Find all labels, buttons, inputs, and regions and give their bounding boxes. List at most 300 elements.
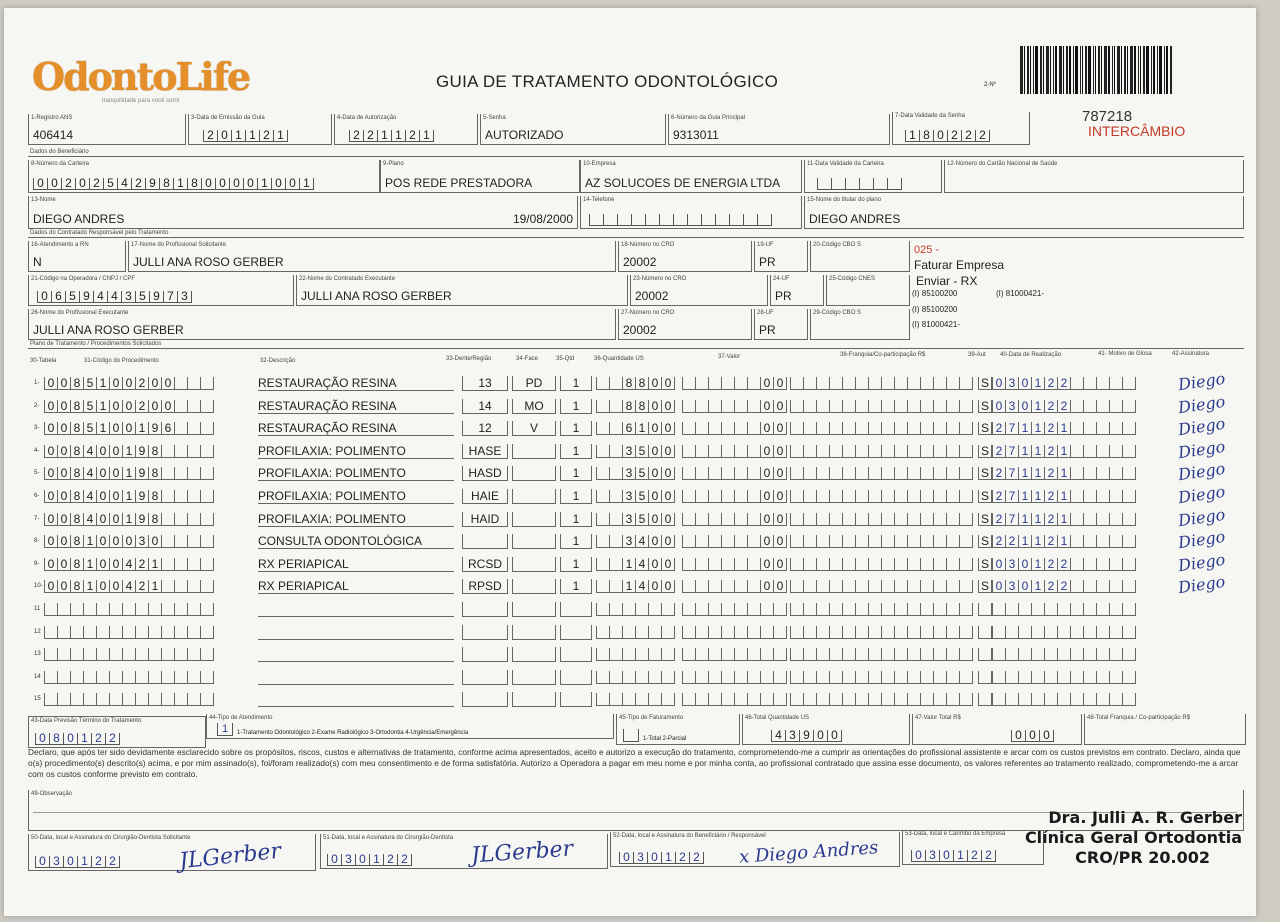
digit-box: 1: [661, 852, 675, 864]
authorized: [978, 670, 992, 684]
requesting-professional-label: 17-Nome do Profissional Solicitante: [131, 242, 227, 248]
card-validity-field: [804, 160, 942, 193]
main-guide-number-label: 6-Número da Guia Principal: [671, 115, 746, 121]
row-number: 1-: [34, 380, 40, 386]
main-guide-number-field: [668, 114, 890, 145]
digit-box: 2: [363, 130, 377, 142]
col-value: 37-Valor: [718, 354, 741, 360]
digit-box: 0: [201, 178, 215, 190]
quantity: [560, 625, 592, 640]
digit-box: 3: [121, 291, 135, 303]
emission-date-field: [188, 114, 332, 145]
authorized: S: [978, 444, 992, 458]
col-signature: 42-Assinatura: [1172, 351, 1210, 357]
digit-box: 2: [383, 854, 397, 866]
realization-date: [992, 602, 1071, 616]
quantity: 1: [560, 421, 592, 436]
executing-professional-field: [28, 309, 616, 340]
password-validity-field: [892, 112, 1030, 145]
cnes-label: 25-Código CNES: [829, 276, 876, 282]
procedure-row: [30, 459, 1254, 485]
requesting-dentist-signature-date: [35, 856, 120, 868]
digit-box: 1: [77, 733, 91, 745]
beneficiary-signature-date: [619, 852, 704, 864]
row-number: 3-: [34, 425, 40, 432]
digit-box: 7: [163, 291, 177, 303]
procedure-description: PROFILAXIA: POLIMENTO: [258, 466, 454, 481]
authorized: S: [978, 534, 992, 548]
authorized: [978, 625, 992, 639]
digit-box: 9: [799, 730, 813, 742]
section-contractor: Dados do Contratado Responsável pelo Tratamento: [30, 230, 169, 236]
stamp-doctor-name: Dra. Julli A. R. Gerber: [1048, 808, 1242, 827]
us-quantity: 8 8 0 0: [596, 399, 675, 413]
row-signature: Diego: [1176, 368, 1227, 395]
procedure-row: [30, 368, 1254, 395]
sus-card-label: 12-Número do Cartão Nacional de Saúde: [947, 161, 1058, 167]
digit-box: 0: [1025, 730, 1039, 742]
tooth-region: [462, 692, 508, 707]
glosa-reason: [1070, 602, 1136, 616]
forecast-end-date-value: [35, 733, 120, 745]
billing-type-field: [616, 714, 740, 745]
row-number: 8-: [34, 538, 40, 545]
procedure-code: 0 0 8 4 0 0 1 9 8: [44, 444, 214, 458]
uf-field-19: [754, 241, 808, 272]
digit-box: 2: [105, 733, 120, 745]
tooth-region: HAIE: [462, 489, 508, 504]
company-field: [580, 160, 802, 193]
value: [682, 625, 787, 639]
value: 0 0: [682, 421, 787, 435]
tooth-face: [512, 625, 556, 640]
tooth-face: [512, 512, 556, 527]
tooth-face: [512, 647, 556, 662]
value: 0 0: [682, 579, 787, 593]
requesting-dentist-signature-field: [28, 834, 316, 875]
glosa-reason: [1070, 512, 1136, 526]
tooth-region: HASD: [462, 466, 508, 481]
digit-box: 0: [215, 178, 229, 190]
digit-box: 2: [91, 733, 105, 745]
password-field: [480, 114, 666, 145]
col-face: 34-Face: [516, 356, 539, 362]
procedure-code: [44, 625, 214, 639]
digit-box: 2: [91, 856, 105, 868]
uf-value-24: PR: [775, 289, 792, 303]
digit-box: 5: [103, 178, 117, 190]
procedure-row: [30, 526, 1254, 553]
stamp-specialty: Clínica Geral Ortodontia: [1024, 828, 1242, 847]
procedure-row: [30, 391, 1254, 417]
procedure-description: [258, 692, 454, 707]
tooth-face: MO: [512, 399, 556, 414]
cbo-field-29: [810, 309, 910, 340]
cro-field-27: [618, 309, 752, 340]
us-quantity: [596, 647, 675, 661]
realization-date: 2 2 1 1 2 1: [992, 534, 1071, 548]
value: 0 0: [682, 444, 787, 458]
realization-date: [992, 625, 1071, 639]
value: [682, 602, 787, 616]
authorization-date-label: 4-Data de Autorização: [337, 115, 397, 121]
digit-box: 0: [35, 856, 49, 868]
company-stamp-label: 53-Data, local e Carimbo da Empresa: [905, 831, 1006, 837]
cro-field-18: [618, 241, 752, 272]
glosa-reason: [1070, 692, 1136, 706]
quantity: 1: [560, 512, 592, 527]
glosa-reason: [1070, 421, 1136, 435]
cnes-field: [826, 275, 910, 306]
n-label: 2-Nº: [984, 82, 996, 88]
side-code-b1: (I) 85100200: [912, 305, 958, 314]
procedure-code: 0 0 8 1 0 0 4 2 1: [44, 579, 214, 593]
digit-box: 8: [919, 130, 933, 142]
main-guide-number-value: 9313011: [673, 128, 719, 142]
tooth-region: [462, 625, 508, 640]
digit-box: 0: [285, 178, 299, 190]
realization-date: 2 7 1 1 2 1: [992, 466, 1071, 480]
tooth-region: 14: [462, 399, 508, 414]
operator-code-field: [28, 275, 294, 306]
digit-box: 0: [327, 854, 341, 866]
dentist-signature-date: [327, 854, 412, 866]
tooth-face: [512, 534, 556, 549]
tooth-region: HAID: [462, 512, 508, 527]
authorized: S: [978, 376, 992, 390]
us-quantity: 3 5 0 0: [596, 489, 675, 503]
procedure-code: [44, 602, 214, 616]
glosa-reason: [1070, 376, 1136, 390]
side-code: 025 -: [914, 244, 940, 256]
password-validity-value: [905, 130, 990, 142]
billing-type-label: 45-Tipo de Faturamento: [619, 715, 684, 721]
realization-date: 2 7 1 1 2 1: [992, 444, 1071, 458]
copay: [790, 692, 973, 706]
procedure-description: PROFILAXIA: POLIMENTO: [258, 512, 454, 527]
realization-date: 2 7 1 1 2 1: [992, 421, 1071, 435]
copay: [790, 376, 973, 390]
copay: [790, 466, 973, 480]
odontolife-logo: [32, 54, 250, 104]
authorization-date-value: [349, 130, 434, 142]
row-signature: Diego: [1176, 459, 1227, 485]
guide-type: INTERCÂMBIO: [1088, 123, 1186, 139]
digit-box: 2: [975, 130, 990, 142]
digit-box: 4: [771, 730, 785, 742]
digit-box: 4: [107, 291, 121, 303]
cro-value-23: 20002: [635, 289, 669, 303]
digit-box: 2: [397, 854, 412, 866]
col-aut: 39-Aut: [968, 352, 986, 358]
total-copay-field: [1084, 714, 1246, 745]
us-quantity: 6 1 0 0: [596, 421, 675, 435]
us-quantity: 3 5 0 0: [596, 444, 675, 458]
procedure-description: [258, 602, 454, 617]
procedure-description: RESTAURAÇÃO RESINA: [258, 376, 454, 391]
value: 0 0: [682, 534, 787, 548]
tooth-face: [512, 602, 556, 617]
billing-type-options: 1-Total 2-Parcial: [643, 736, 687, 742]
copay: [790, 647, 973, 661]
executing-professional-value: JULLI ANA ROSO GERBER: [33, 323, 184, 337]
copay: [790, 534, 973, 548]
us-quantity: [596, 692, 675, 706]
card-validity-value: [817, 178, 902, 190]
procedure-code: 0 0 8 4 0 0 1 9 8: [44, 466, 214, 480]
glosa-reason: [1070, 534, 1136, 548]
divider: [28, 348, 1244, 349]
digit-box: 0: [933, 130, 947, 142]
executing-contractor-field: [296, 275, 628, 306]
name-label: 13-Nome: [31, 197, 56, 203]
beneficiary-signature-field: [610, 832, 900, 867]
col-table: 30-Tabela: [30, 358, 57, 364]
digit-box: 2: [967, 850, 981, 862]
total-value-field: [912, 714, 1082, 745]
realization-date: 2 7 1 1 2 1: [992, 489, 1071, 503]
tooth-face: [512, 670, 556, 685]
divider: [28, 237, 1244, 238]
value: 0 0: [682, 376, 787, 390]
password-label: 5-Senha: [483, 115, 506, 121]
row-signature: Diego: [1176, 526, 1227, 553]
us-quantity: 1 4 0 0: [596, 579, 675, 593]
row-signature: Diego: [1176, 391, 1227, 417]
digit-box: 0: [47, 178, 61, 190]
executing-professional-label: 26-Nome do Profissional Executante: [31, 310, 129, 316]
holder-name-field: [804, 196, 1244, 229]
col-us-qty: 36-Quantidade US: [594, 356, 644, 362]
care-type-field: [206, 714, 614, 739]
digit-box: 0: [939, 850, 953, 862]
digit-box: 5: [135, 291, 149, 303]
digit-box: 0: [1039, 730, 1054, 742]
emission-date-value: [203, 130, 288, 142]
digit-box: 1: [905, 130, 919, 142]
value: 0 0: [682, 466, 787, 480]
barcode: [1020, 46, 1192, 94]
us-quantity: 3 5 0 0: [596, 512, 675, 526]
realization-date: 0 3 0 1 2 2: [992, 376, 1071, 390]
realization-date: [992, 670, 1071, 684]
tooth-face: [512, 444, 556, 459]
glosa-reason: [1070, 489, 1136, 503]
beneficiary-signature-label: 52-Data, local e Assinatura do Beneficiário / Responsável: [613, 833, 766, 839]
copay: [790, 602, 973, 616]
digit-box: 0: [813, 730, 827, 742]
quantity: 1: [560, 579, 592, 594]
authorized: S: [978, 512, 992, 526]
care-type-label: 44-Tipo de Atendimento: [209, 715, 273, 721]
tooth-face: PD: [512, 376, 556, 391]
quantity: 1: [560, 557, 592, 572]
value: 0 0: [682, 557, 787, 571]
digit-box: 2: [61, 178, 75, 190]
row-signature: Diego: [1176, 572, 1227, 598]
forecast-end-date-field: [28, 716, 206, 748]
procedure-code: 0 0 8 5 1 0 0 2 0 0: [44, 399, 214, 413]
holder-name-label: 15-Nome do titular do plano: [807, 197, 882, 203]
realization-date: [992, 692, 1071, 706]
procedure-description: PROFILAXIA: POLIMENTO: [258, 489, 454, 504]
digit-box: 0: [647, 852, 661, 864]
glosa-reason: [1070, 466, 1136, 480]
row-number: 7-: [34, 515, 40, 522]
digit-box: 1: [273, 130, 288, 142]
digit-box: 2: [131, 178, 145, 190]
realization-date: [992, 647, 1071, 661]
stamp-cro: CRO/PR 20.002: [1075, 848, 1210, 867]
procedure-row: [30, 549, 1254, 575]
total-value-value: [1011, 730, 1054, 742]
copay: [790, 512, 973, 526]
birth-date: 19/08/2000: [512, 212, 573, 226]
digit-box: 0: [37, 291, 51, 303]
cro-label-23: 23-Número no CRO: [633, 276, 687, 282]
digit-box: 0: [243, 178, 257, 190]
row-number: 5-: [34, 470, 40, 477]
guide-form: [4, 8, 1256, 916]
password-validity-label: 7-Data Validade da Senha: [895, 113, 965, 119]
digit-box: 0: [35, 733, 49, 745]
col-description: 32-Descrição: [260, 358, 296, 364]
authorized: S: [978, 557, 992, 571]
value: [682, 692, 787, 706]
quantity: 1: [560, 444, 592, 459]
authorized: S: [978, 466, 992, 480]
procedure-row: [30, 688, 1254, 710]
cro-value-27: 20002: [623, 323, 657, 337]
total-us-label: 46-Total Quantidade US: [745, 715, 810, 721]
phone-field: [580, 196, 802, 229]
copay: [790, 421, 973, 435]
tooth-face: [512, 489, 556, 504]
card-number-label: 8-Número da Carteira: [31, 161, 90, 167]
digit-box: 2: [981, 850, 996, 862]
operator-code-label: 21-Código na Operadora / CNPJ / CPF: [31, 276, 136, 282]
tooth-region: [462, 534, 508, 549]
quantity: 1: [560, 534, 592, 549]
row-number: 6-: [34, 493, 40, 499]
us-quantity: 3 5 0 0: [596, 466, 675, 480]
authorized: [978, 692, 992, 706]
tooth-region: [462, 670, 508, 685]
glosa-reason: [1070, 579, 1136, 593]
company-value: AZ SOLUCOES DE ENERGIA LTDA: [585, 176, 781, 190]
section-beneficiary: Dados do Beneficiário: [30, 149, 89, 155]
authorized: S: [978, 489, 992, 503]
logo-tagline: tranquilidade para você sorrir: [102, 98, 180, 104]
tooth-region: RPSD: [462, 579, 508, 594]
uf-value-28: PR: [759, 323, 776, 337]
card-validity-label: 11-Data Validade da Carteira: [807, 161, 884, 167]
realization-date: 0 3 0 1 2 2: [992, 557, 1071, 571]
col-tooth: 33-Dente/Região: [446, 356, 492, 362]
uf-field-28: [754, 309, 808, 340]
row-number: 13: [34, 651, 41, 658]
quantity: [560, 692, 592, 707]
tooth-region: [462, 602, 508, 617]
glosa-reason: [1070, 670, 1136, 684]
digit-box: 0: [619, 852, 633, 864]
digit-box: 0: [827, 730, 842, 742]
realization-date: 0 3 0 1 2 2: [992, 579, 1071, 593]
col-copay: 38-Franquia/Co-participação R$: [840, 352, 926, 358]
holder-name-value: DIEGO ANDRES: [809, 212, 901, 226]
digit-box: 3: [925, 850, 939, 862]
procedure-row: [30, 504, 1254, 530]
phone-value: [589, 214, 772, 226]
cro-label-18: 18-Número no CRO: [621, 242, 675, 248]
digit-box: 1: [369, 854, 383, 866]
procedure-row: [30, 572, 1254, 598]
value: [682, 647, 787, 661]
procedure-row: [30, 643, 1254, 665]
tooth-face: [512, 692, 556, 707]
col-date: 40-Data de Realização: [1000, 352, 1062, 358]
procedure-row: [30, 413, 1254, 440]
care-type-value: 1: [217, 723, 233, 736]
value: [682, 670, 787, 684]
executing-contractor-value: JULLI ANA ROSO GERBER: [301, 289, 452, 303]
digit-box: 9: [145, 178, 159, 190]
total-value-label: 47-Valor Total R$: [915, 715, 961, 721]
digit-box: 1: [299, 178, 314, 190]
digit-box: 0: [63, 733, 77, 745]
side-billing: Faturar Empresa: [914, 258, 1005, 272]
page-title: GUIA DE TRATAMENTO ODONTOLÓGICO: [436, 72, 779, 91]
authorized: S: [978, 579, 992, 593]
digit-box: 8: [159, 178, 173, 190]
row-number: 10-: [34, 583, 43, 590]
procedure-code: [44, 647, 214, 661]
ans-field: [28, 114, 186, 145]
us-quantity: 1 4 0 0: [596, 557, 675, 571]
digit-box: 6: [51, 291, 65, 303]
digit-box: 8: [49, 733, 63, 745]
authorization-date-field: [334, 114, 478, 145]
quantity: [560, 602, 592, 617]
procedure-description: RX PERIAPICAL: [258, 557, 454, 572]
digit-box: 4: [117, 178, 131, 190]
rn-label: 16-Atendimento a RN: [31, 242, 89, 248]
uf-label-19: 19-UF: [757, 242, 774, 248]
glosa-reason: [1070, 444, 1136, 458]
side-code-a1: (I) 85100200: [912, 289, 958, 298]
digit-box: 0: [271, 178, 285, 190]
ans-label: 1-Registro ANS: [31, 115, 73, 121]
digit-box: 2: [259, 130, 273, 142]
quantity: [560, 647, 592, 662]
row-number: 9-: [34, 560, 40, 567]
card-number-field: [28, 160, 380, 193]
us-quantity: 3 4 0 0: [596, 534, 675, 548]
row-signature: Diego: [1176, 413, 1227, 440]
digit-box: 3: [49, 856, 63, 868]
col-qty: 35-Qtd: [556, 356, 575, 362]
digit-box: 1: [953, 850, 967, 862]
guide-number: 787218: [1082, 108, 1133, 125]
digit-box: 9: [149, 291, 163, 303]
tooth-face: [512, 579, 556, 594]
digit-box: 0: [911, 850, 925, 862]
sus-card-field: [944, 160, 1244, 193]
digit-box: 1: [377, 130, 391, 142]
cbo-field-20: [810, 241, 910, 272]
rn-value: N: [33, 255, 42, 269]
side-code-b2: (I) 81000421-: [912, 320, 961, 329]
